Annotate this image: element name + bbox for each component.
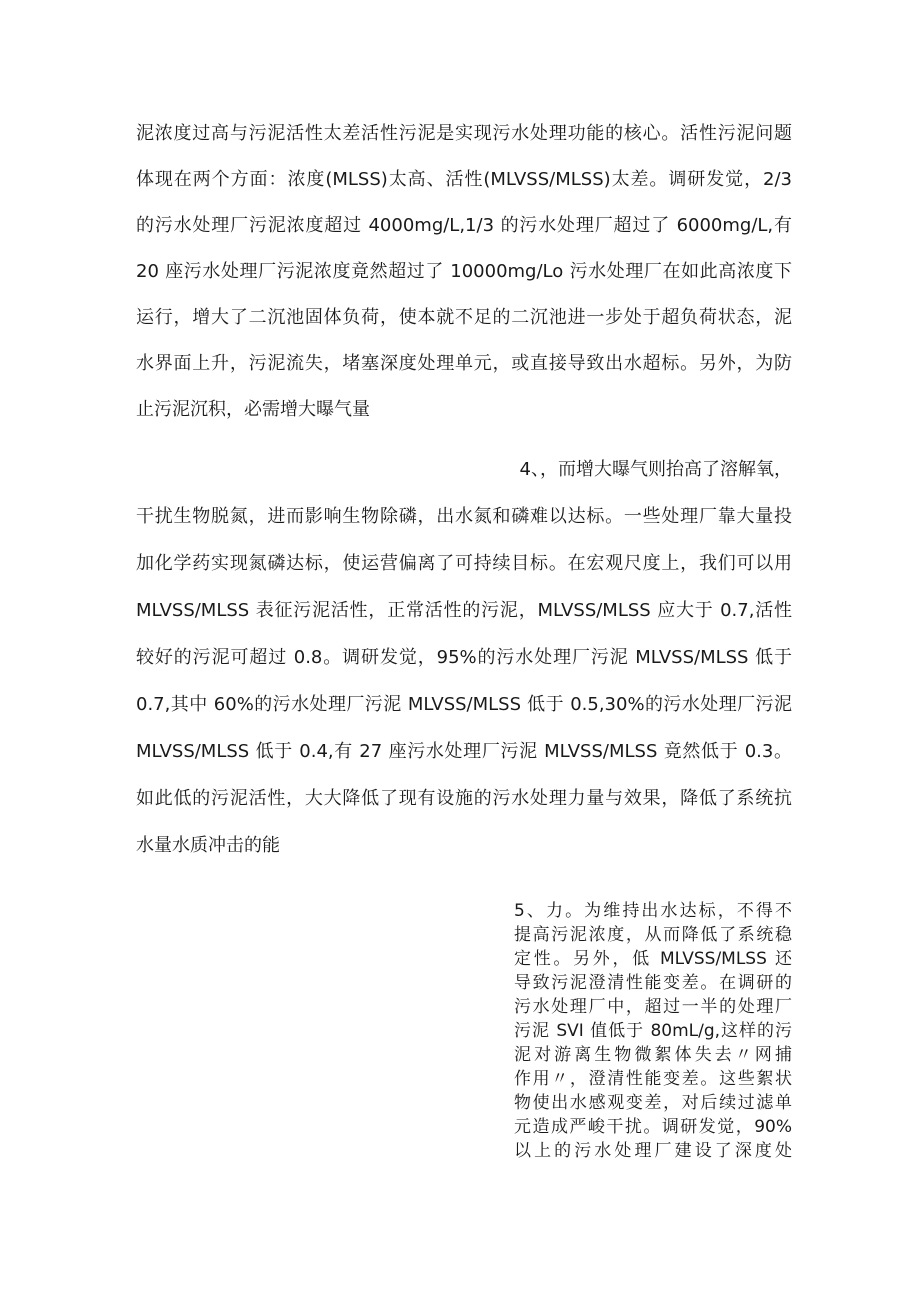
paragraph-line: 泥浓度过高与污泥活性太差活性污泥是实现污水处理功能的核心。活性污泥问题 bbox=[136, 123, 792, 144]
paragraph-line: 作用〃，澄清性能变差。这些絮状 bbox=[514, 1069, 792, 1089]
paragraph-line: MLVSS/MLSS 低于 0.4,有 27 座污水处理厂污泥 MLVSS/MLSS 竟然低于 0.3。 bbox=[136, 741, 792, 762]
paragraph-line: 物使出水感观变差，对后续过滤单 bbox=[514, 1093, 792, 1113]
paragraph-line: 污泥 SVI 值低于 80mL∕g,这样的污 bbox=[514, 1021, 792, 1041]
paragraph-line: 较好的污泥可超过 0.8。调研发觉，95%的污水处理厂污泥 MLVSS/MLSS 低于 bbox=[136, 647, 792, 668]
paragraph-line: 元造成严峻干扰。调研发觉，90% bbox=[514, 1117, 792, 1137]
paragraph-line: 导致污泥澄清性能变差。在调研的 bbox=[514, 973, 792, 993]
paragraph-line: 4、，而增大曝气则抬高了溶解氧， bbox=[519, 459, 792, 480]
paragraph-line: 20 座污水处理厂污泥浓度竟然超过了 10000mg/Lo 污水处理厂在如此高浓度下 bbox=[136, 261, 792, 282]
paragraph-line: 止污泥沉积，必需增大曝气量 bbox=[136, 399, 370, 420]
paragraph-line: MLVSS/MLSS 表征污泥活性，正常活性的污泥，MLVSS/MLSS 应大于 0.7,活性 bbox=[136, 600, 792, 621]
paragraph-line: 定性。另外，低 MLVSS/MLSS 还 bbox=[514, 949, 792, 969]
paragraph-line: 提高污泥浓度，从而降低了系统稳 bbox=[514, 925, 792, 945]
paragraph-line: 的污水处理厂污泥浓度超过 4000mg∕L,1/3 的污水处理厂超过了 6000mg∕L,有 bbox=[136, 215, 792, 236]
paragraph-line: 水量水质冲击的能 bbox=[136, 835, 280, 856]
paragraph-line: 以上的污水处理厂建设了深度处 bbox=[514, 1141, 792, 1161]
paragraph-line: 污水处理厂中，超过一半的处理厂 bbox=[514, 997, 792, 1017]
paragraph-line: 干扰生物脱氮，进而影响生物除磷，出水氮和磷难以达标。一些处理厂靠大量投 bbox=[136, 506, 792, 527]
paragraph-line: 5、力。为维持出水达标，不得不 bbox=[514, 901, 792, 921]
paragraph-line: 水界面上升，污泥流失，堵塞深度处理单元，或直接导致出水超标。另外，为防 bbox=[136, 353, 792, 374]
paragraph-line: 如此低的污泥活性，大大降低了现有设施的污水处理力量与效果，降低了系统抗 bbox=[136, 788, 792, 809]
paragraph-line: 体现在两个方面：浓度(MLSS)太高、活性(MLVSS/MLSS)太差。调研发觉，2/3 bbox=[136, 169, 792, 190]
paragraph-line: 加化学药实现氮磷达标，使运营偏离了可持续目标。在宏观尺度上，我们可以用 bbox=[136, 553, 792, 574]
paragraph-line: 运行，增大了二沉池固体负荷，使本就不足的二沉池进一步处于超负荷状态，泥 bbox=[136, 307, 792, 328]
paragraph-line: 泥对游离生物微絮体失去〃网捕 bbox=[514, 1045, 792, 1065]
paragraph-line: 0.7,其中 60%的污水处理厂污泥 MLVSS/MLSS 低于 0.5,30%的污水处理厂污泥 bbox=[136, 694, 792, 715]
